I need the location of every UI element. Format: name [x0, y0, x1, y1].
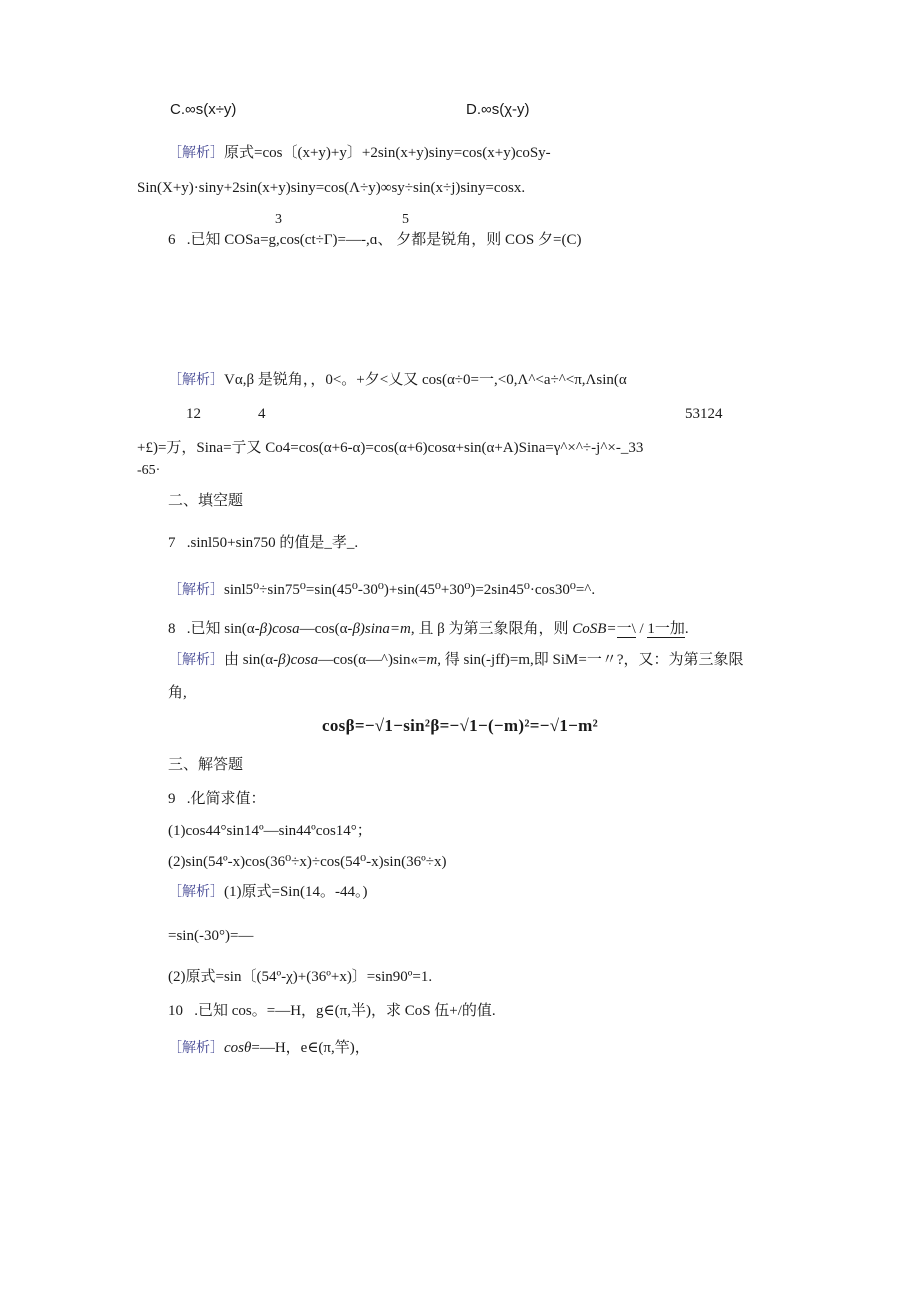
analysis-tag: ［解析］ — [168, 372, 224, 388]
question-8: 8 .已知 sin(α-β)cosa—cos(α-β)sina=m, 且 β 为第三象限角，则 CoSB=一\ / 1一加. — [168, 621, 689, 637]
question-number: 6 — [168, 232, 176, 248]
section-heading-solve: 三、解答题 — [168, 757, 244, 773]
q10-analysis: ［解析］cosθ=—H，e∈(π,竿)， — [168, 1040, 370, 1056]
q7-analysis: ［解析］sinl5⁰÷sin75⁰=sin(45⁰-30⁰)+sin(45⁰+30⁰)=2sin45⁰·cos30⁰=^. — [168, 582, 596, 598]
q6-fraction-numerator: 5 — [402, 212, 409, 227]
q9-part1: (1)cos44°sin14º—sin44ºcos14°； — [168, 823, 372, 839]
question-text: .已知 cos。=—H，g∈(π,半)，求 CoS 伍+/的值. — [194, 1003, 496, 1019]
analysis-tag: ［解析］ — [168, 145, 224, 161]
question-9 — [168, 789, 266, 809]
q9-part2: (2)sin(54º-x)cos(36⁰÷x)÷cos(54⁰-x)sin(36º÷x) — [168, 854, 447, 870]
analysis-tag: ［解析］ — [168, 582, 224, 598]
option-d: D.∞s(χ-y) — [466, 101, 530, 118]
question-10 — [168, 1001, 496, 1021]
q8-analysis-line1: ［解析］由 sin(α-β)cosa—cos(α—^)sin«=m, 得 sin(-jff)=m,即 SiM=一〃?，又：为第三象限 — [168, 652, 744, 668]
analysis-tag: ［解析］ — [168, 1040, 224, 1056]
analysis-tag: ［解析］ — [168, 884, 224, 900]
q6-analysis-line3: -65· — [137, 463, 161, 478]
q5-analysis-line2: Sin(X+y)·siny+2sin(x+y)siny=cos(Λ÷y)∞sy÷sin(x÷j)siny=cosx. — [137, 180, 526, 196]
q6-fraction-numerator: 53124 — [685, 406, 723, 422]
q6-fraction-numerator: 12 — [186, 406, 201, 422]
section-heading-fill-in: 二、填空题 — [168, 493, 244, 509]
q6-analysis-line2: +£)=万，Sina=亍又 Co4=cos(α+6-α)=cos(α+6)cosα+sin(α+A)Sina=γ^×^÷-j^×-_33 — [137, 440, 644, 456]
question-number: 7 — [168, 535, 176, 551]
formula-cos-beta: cosβ=−√1−sin²β=−√1−(−m)²=−√1−m² — [322, 716, 598, 735]
q6-fraction-numerator: 3 — [275, 212, 282, 227]
question-number: 8 — [168, 621, 176, 637]
q8-analysis-line2: 角, — [168, 685, 187, 701]
q9-analysis-line2: =sin(-30°)=— — [168, 928, 254, 944]
question-7 — [168, 533, 358, 553]
q6-fraction-numerator: 4 — [258, 406, 266, 422]
q9-analysis-line1: ［解析］(1)原式=Sin(14。-44。) — [168, 884, 368, 900]
q9-analysis-line3: (2)原式=sin〔(54º-χ)+(36º+x)〕=sin90º=1. — [168, 969, 433, 985]
question-6 — [168, 230, 581, 250]
q5-analysis-line1: ［解析］原式=cos〔(x+y)+y〕+2sin(x+y)siny=cos(x+y)coSy- — [168, 145, 551, 161]
question-number: 10 — [168, 1003, 183, 1019]
q6-analysis-line1: ［解析］Vα,β 是锐角，，0<。+夕<乂又 cos(α÷0=一,<0,Λ^<a÷^<π,Λsin(α — [168, 372, 627, 388]
question-text: .化简求值： — [186, 791, 266, 807]
option-c: C.∞s(x÷y) — [170, 101, 237, 118]
analysis-tag: ［解析］ — [168, 652, 224, 668]
question-number: 9 — [168, 791, 176, 807]
question-text: .已知 COSa=g,cos(ct÷Γ)=—-,ɑ、 夕都是锐角，则 COS 夕=(C) — [186, 232, 582, 248]
question-text: .sinl50+sin750 的值是_孝_. — [186, 535, 359, 551]
